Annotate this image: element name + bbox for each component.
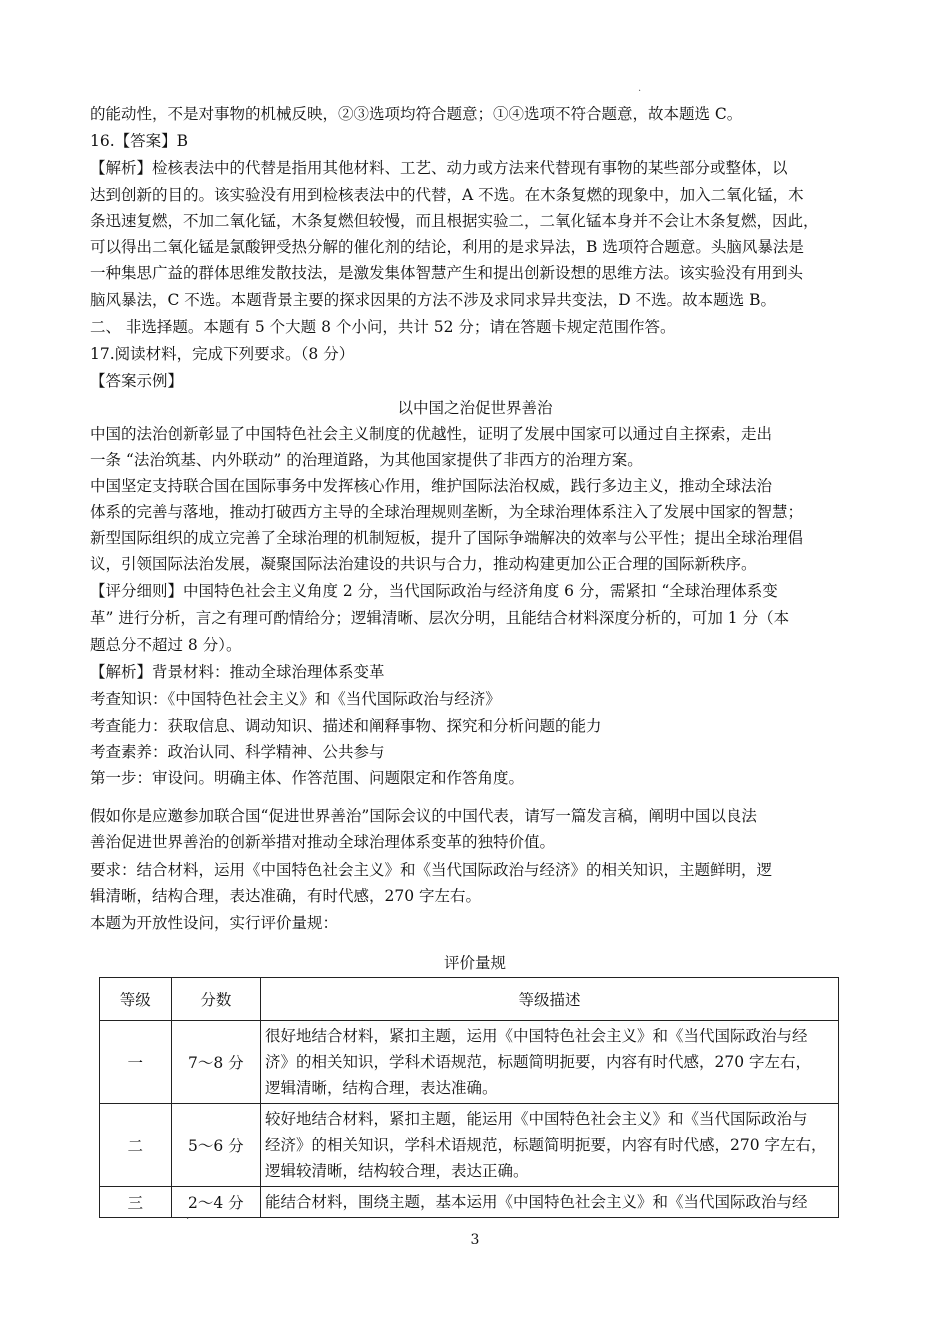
- text-line: 要求：结合材料，运用《中国特色社会主义》和《当代国际政治与经济》的相关知识，主题鲜明，逻: [90, 861, 773, 879]
- table-header-row: [100, 978, 839, 1021]
- header-score: 分数: [171, 978, 260, 1021]
- text-line: 革” 进行分析，言之有理可酌情给分；逻辑清晰、层次分明，且能结合材料深度分析的，可加 1 分（本: [90, 609, 790, 627]
- text-line: 中国的法治创新彰显了中国特色社会主义制度的优越性，证明了发展中国家可以通过自主探索，走出: [90, 425, 773, 443]
- description-cell: [261, 1021, 839, 1104]
- description-line: 较好地结合材料，紧扣主题，能运用《中国特色社会主义》和《当代国际政治与: [265, 1110, 808, 1128]
- description-line: 逻辑较清晰，结构较合理，表达正确。: [265, 1162, 529, 1180]
- text-line: 中国坚定支持联合国在国际事务中发挥核心作用，维护国际法治权威，践行多边主义，推动全球法治: [90, 477, 773, 495]
- text-line: 假如你是应邀参加联合国“促进世界善治”国际会议的中国代表，请写一篇发言稿，阐明中国以良法: [90, 807, 757, 825]
- score-cell: 7～8 分: [171, 1021, 260, 1104]
- text-line: 考查能力：获取信息、调动知识、描述和阐释事物、探究和分析问题的能力: [90, 717, 602, 735]
- description-cell: [261, 1187, 839, 1218]
- text-line: 考查素养：政治认同、科学精神、公共参与: [90, 743, 385, 761]
- text-line: 辑清晰，结构合理，表达准确，有时代感，270 字左右。: [90, 887, 482, 905]
- table-row: [100, 1187, 839, 1218]
- page-dot-mark: ·: [638, 86, 642, 97]
- text-line: 【解析】检核表法中的代替是指用其他材料、工艺、动力或方法来代替现有事物的某些部分或整体，以: [90, 159, 788, 177]
- header-description: 等级描述: [261, 978, 839, 1021]
- text-line: 考查知识：《中国特色社会主义》和《当代国际政治与经济》: [90, 690, 501, 708]
- text-line: 第一步：审设问。明确主体、作答范围、问题限定和作答角度。: [90, 769, 525, 787]
- description-line: 逻辑清晰，结构合理，表达准确。: [265, 1079, 498, 1097]
- page-number: 3: [470, 1232, 480, 1248]
- score-cell: 5～6 分: [171, 1104, 260, 1187]
- score-cell: 2～4 分: [171, 1187, 260, 1218]
- description-cell: [261, 1104, 839, 1187]
- question-17-heading: 17.阅读材料，完成下列要求。（8 分）: [90, 345, 355, 363]
- header-grade: 等级: [100, 978, 172, 1021]
- description-line: 济》的相关知识，学科术语规范，标题简明扼要，内容有时代感，270 字左右，: [265, 1053, 812, 1071]
- text-line: 新型国际组织的成立完善了全球治理的机制短板，提升了国际争端解决的效率与公平性；提出全球治理倡: [90, 529, 804, 547]
- grade-cell: 二: [100, 1104, 172, 1187]
- text-line: 善治促进世界善治的创新举措对推动全球治理体系变革的独特价值。: [90, 833, 556, 851]
- table-row: [100, 1104, 839, 1187]
- text-line: 脑风暴法，C 不选。本题背景主要的探求因果的方法不涉及求同求异共变法，D 不选。故本题选 B。: [90, 291, 776, 309]
- text-line: 一种集思广益的群体思维发散技法，是激发集体智慧产生和提出创新设想的思维方法。该实验没有用到头: [90, 264, 804, 282]
- text-line: 体系的完善与落地，推动打破西方主导的全球治理规则垄断，为全球治理体系注入了发展中国家的智慧；: [90, 503, 804, 521]
- text-line: 的能动性，不是对事物的机械反映，②③选项均符合题意；①④选项不符合题意，故本题选 C。: [90, 105, 743, 123]
- analysis-line: 【解析】背景材料：推动全球治理体系变革: [90, 663, 385, 681]
- essay-title: 以中国之治促世界善治: [397, 399, 553, 417]
- text-line: 议，引领国际法治发展，凝聚国际法治建设的共识与合力，推动构建更加公正合理的国际新秩序。: [90, 555, 757, 573]
- scoring-rules-line: 【评分细则】中国特色社会主义角度 2 分，当代国际政治与经济角度 6 分，需紧扣 “全球治理体系变: [90, 582, 778, 600]
- rubric-table: [99, 977, 839, 1218]
- answer-16-heading: 16.【答案】B: [90, 132, 189, 150]
- description-line: 能结合材料，围绕主题，基本运用《中国特色社会主义》和《当代国际政治与经: [265, 1193, 808, 1211]
- grade-cell: 三: [100, 1187, 172, 1218]
- rubric-title: 评价量规: [443, 954, 506, 972]
- description-line: 很好地结合材料，紧扣主题，运用《中国特色社会主义》和《当代国际政治与经: [265, 1027, 808, 1045]
- section-heading: 二、 非选择题。本题有 5 个大题 8 个小问，共计 52 分；请在答题卡规定范围作答。: [90, 318, 676, 336]
- text-line: 可以得出二氧化锰是氯酸钾受热分解的催化剂的结论，利用的是求异法，B 选项符合题意。头脑风暴法是: [90, 238, 804, 256]
- page-dot-mark: ·: [186, 1214, 190, 1225]
- text-line: 题总分不超过 8 分）。: [90, 636, 242, 654]
- text-line: 达到创新的目的。该实验没有用到检核表法中的代替，A 不选。在木条复燃的现象中，加入二氧化锰，木: [90, 186, 804, 204]
- description-line: 经济》的相关知识，学科术语规范，标题简明扼要，内容有时代感，270 字左右，: [265, 1136, 827, 1154]
- answer-example-label: 【答案示例】: [90, 372, 184, 390]
- table-row: [100, 1021, 839, 1104]
- text-line: 本题为开放性设问，实行评价量规：: [90, 914, 339, 932]
- text-line: 一条 “法治筑基、内外联动” 的治理道路，为其他国家提供了非西方的治理方案。: [90, 451, 643, 469]
- text-line: 条迅速复燃，不加二氧化锰，木条复燃但较慢，而且根据实验二，二氧化锰本身并不会让木条复燃，因此，: [90, 212, 819, 230]
- grade-cell: 一: [100, 1021, 172, 1104]
